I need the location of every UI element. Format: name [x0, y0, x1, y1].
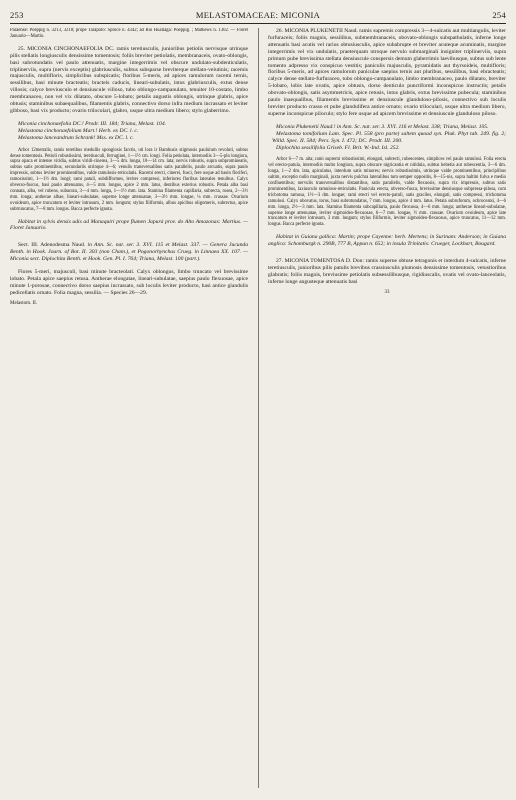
page-number-left: 253: [10, 10, 24, 20]
right-column: [268, 28, 506, 794]
section-references: in Ann. Sc. nat. ser. 3. XVI. 115 et Melast. 337. — Genera Jucunda Benth. in Hook. Journ. of Bot. II. 303 (non Cham.), et Pogonorhynchus Crueg. in Linnaea XX. 107. — Miconia sect. Diplochita Benth. et Hook. Gen. Pl. I. 764; Triana, Melast. 100 (part.).: [10, 242, 248, 263]
signature-mark: Melastom. II.: [10, 300, 38, 306]
species-27-description: ramis superne obtuse tetragonis et interdum 4-sulcatis, inferne teretiusculis, junioribus pilis patulis brevibus crassiusculis plumosis densissime tomentosis, vetustioribus glabratis; foliis magnis, breviusime petiolatis subsessilibusque, rigidiuscalis, ovatis vel ovato-lanceolatis, inferne longe angusteque attenuatis basi: [268, 258, 506, 285]
running-header: [10, 10, 506, 24]
species-25-habitat: Habitat in sylvis densis udis ad Manaquiri prope flumen Japurá prov. do Alto Amazonas: Martius. — Floret Januario.: [10, 218, 248, 232]
page-number-right: 254: [492, 10, 506, 20]
species-25-synonyms: [10, 121, 248, 142]
continuation-note: Paraense: Poeppig n. 3213, 3218; prope Tarapoto: Spruce n. 4342; ad Rio Huallaga: Poeppig. ; Mathews n. 1302. — Floret Januario—Martio.: [10, 28, 248, 39]
species-26-heading: 26. MICONIA PLUKENETII Naud.: [276, 28, 358, 34]
species-25-heading: 25. MICONIA CINCHONAEFOLIA DC.: [18, 45, 115, 52]
synonym-line: Miconia Plukenetii Naud.! in Ann. Sc. nat. ser. 3. XVI. 116 et Melast. 338; Triana, Melast. 105.: [276, 123, 489, 130]
species-26-description: ramis supremis compressis 3—4-sulcatis aut multiangulis, leviter furfuraceis; foliis magnis, sessilibus, submembranaceis, obovato-oblongis subspathulatis, inferne longe attenuatis basi acutis vel rarius obtusiusculis, apice subabrupte et breviter acuteque acuminatis, margine integerrimis vel vix undulatis, praeterquam utroque nervulo submarginali insigniter triplinerviis, supra primum pube brevissima stellata densiuscule conspersis demum glaberrimis laevibusque, subtus sub lente tomento adpresso vix conspicuo vestitis; paniculis majusculis, pyramidatis aut thyrsoideis, multifloris; floribus 5-meris, ad apices ramulorum paniculae saepius ternis aut pluribus, sessilibus, basi ebracteatis; calyce dense stellato-furfuraceo, tubo oblongo-campanulato, limbo membranaceo, paulo dilatato, breviter 5-lobato, lobis late ovatis, apice obtusis, dorso denticulo punctiformi inconspicuo instructis; petalis obovato-oblongis, satis asymmetricis, apice retusis, intus glabris, extus brevissime pubecula; staminibus paulo inaequalibus, filamentis brevissime et densiuscule glanduloso-pilosis, connectivo sub loculis breviter producto crasso et pube glandulifera antice ornato; ovario triloculari, usque ultra medium libero, superne inconspicue piloculo; stylo fere usque ad apicem brevissime et densiuscule glanduloso piloso.: [268, 28, 506, 117]
left-column: [10, 28, 248, 794]
synonym-line: Melastoma lanceandrum Schrank! Mss. ex DC. l. c.: [18, 134, 134, 141]
species-25-detail: Arbor 12metralis, ramis teretibus medullis spongiosis farctis, uti lora ir Bambusis stigmosis paululum revoluti, subtus dense tomentosis. Petioli robustissimi, teretiusculi, ferruginei, 1—1½ cm. longi. Folia petiolata, internodiis 3—5-plo longiora, supra opaca et intense viridia, subtus viridi-cinerea, 3—5 dm. longa, 10—14 cm. lata; nervis robustis, supra subpromineatis, subtus satis prominentibus, secundariis utrinque 4—6; venulis transversalibus satis parallelis, paulo arcuatis, supra paulo impressis, subtus leviter prominentibus, valde ramulosis-reticulatis. Racemi erecti, cinerei, fusci, fere usque ad basin floriferi, ramosissimi, 1—1½ dm. longi; rami patuli, subdifformes, leviter compressi, inferiores floribus laterales tenuibus. Calyx obverso-fuscus, basi paulo attenuatus, 4—5 mm. longus, apice 2 mm. latus, dentibus exterius robustis. Petala alba basi connata, alba, vel rubens, subacuta, 3—4 mm. longa, 1—1½ mm. lata. Stamina filamenta capillaria, subrecta, rosea, 2—3½ mm. longa; antherae albae, lineari-subulatae, superne longe attenuatae, 3—3½ mm. longae, ¼ mm. crassae. Ovarium ovoideum, apice truncatum et leviter intrusum, 2 mm. longum; stylus filiformis, albus apicibus oligomeris, subrectus, apice subtruncatus, 7—8 mm. longus. Bacca perfecte ignota.: [10, 147, 248, 212]
species-25-entry: [10, 46, 248, 115]
column-divider: [258, 28, 259, 788]
synonym-line: Miconia cinchonaefolia DC.! Prodr. III. 184; Triana, Melast. 104.: [18, 120, 167, 127]
species-26-habitat: Habitat in Guiana gallica: Martin; prope Cayenne: herb. Mertens; in Surinam: Anderson; in Guiana anglica: Schomburgk n. 290B, 777 B, Appun n. 652; in insula Trinitatis: Crueger, Lockhart, Bougard.: [268, 234, 506, 248]
species-26-entry: [268, 28, 506, 118]
species-27-entry: [268, 258, 506, 286]
section-entry: [10, 242, 248, 263]
signature-number: 33: [384, 289, 390, 295]
synonym-line: Melastoma tomifolium Lam. Spec. Pl. 558 (pro parte) saltem quoad syn. Pluk. Phyt tab. 249. fig. 2; Willd. Spec. II. 584; Pers. Syn. I. 472; DC. Prodr. III. 200.: [272, 130, 506, 144]
page-footer: [10, 301, 248, 308]
header-rule: [10, 23, 506, 24]
running-title: MELASTOMACEAE: MICONIA: [195, 10, 321, 20]
page-footer-right: [268, 290, 506, 297]
species-27-heading: 27. MICONIA TOMENTOSA D. Don:: [276, 258, 365, 265]
species-25-description: ramis teretiusculis, junioribus petiolis nervisque utrinque pilis stellatis longiusculis densissime tomentosis; foliis breviter petiolatis, membranaceis, ovato-oblongis, basi subrotundatis vel paulo attenuatis, margine integerrimis vel obscure undulato-subdenticulatis, triplinerviis, supra (nervis exceptis) glabriusculis, subtus subsparse breviterque stellato-velutinis; racemis majusculis, multifloris, simplicibus subspicatis; floribus 5-meris, ad apices ramulorum racemi ternis, sessilibus, basi minute bracteatis; bracteis caducis, lineari-subulatis, intus glabriusculis, extus dense villosis; calyce breviusculo et densiuscule villoso, tubo oblongo-campanulato, tenuiter 10-costato, limbo membranaceo, non vel vix dilatato, obscure 5-lobato; petalis angustis oblongis, utrinque glabris, apice obtusis; staminibus subaequalibus, filamentis glabris, connectivo dorso infra medium incrassato et leviter gibboso, basi vix producto; ovario triloculari, glabro, usque ultra medium libero; stylo glaberrimo.: [10, 45, 248, 114]
synonym-line: Melastoma cinchonaefolium Mart.! Herb. ex DC. l. c.: [18, 127, 139, 134]
species-26-detail: Arbor 6—7 m. alta; rami supremi robustissimi, elongati, subrecti, rubescentes, simplices vel paulo ramulosi. Folia erecta vel erecto-patula, internodiis multo longiora, supra obscure nigricantia et nitidula, subtus hebetia aut rubescentia, 3—6 dm. longa, 1—2 dm. lata, apiculatus, interdum satis minores; nervis robustissimis, utrinque valde prominentibus, principiibus saltim, exceptio nullo marginali, juxta nervis pulchra lateralibus tum semper oppositis, 8—15-nis, supra haltim fulva e medio confluentibus; nervulis transversalibus distantibus, satis parallelis, valde flexuosis, supra vix impressis, subtus satis prominentibus, laxiusculo ramuloso-reticulatis. Panicula erecta, obverso-fusca, brevissime densiusque subpressa-pilosa, cum trichotoma ramosa, 1½—3 dm. longae; rami erecti vel erecto-patuli, satis graciles, elongati, satis compressi, trichotoma ramulosi. Calyx obovatus, torus, basi subrotundatus, 7 mm. longus, apice 4 mm. latus. Petala subruforum, ochroceatsi, 4—6 mm. longa, 2½—3 mm. lata. Stamina filamenta subcapillaria, paulo flexuosa, 4—6 mm. longa; antherae lineari-subulatae, superne longe attenuatae, leviter sigmoideo-flexuosae, 6—7 mm. longae, ½ mm. crassae. Ovarium ovoideum, apice late truncatum et leviter intrusum, 3 mm. longum; stylus filiformis, leviter sigmoideo-flexuosus, apice truncatus, 11—12 mm. longus. Bacca perfecte ignota.: [268, 157, 506, 228]
section-body: Flores 5-meri, majusculi, basi minute bracteolati. Calyx oblongus, limbo truncato vel brevissime lobato. Petala apice saepius retusa. Antherae elongatae, lineari-subulatae, saepius paulo flexuosae, apice minute 1-porosae, connectivo dorso saepius incrassato, sub loculis leviter producto, basi antice glandulis pedicellatis ornato. Folia magna, sessilia. — Species 26—29.: [10, 269, 248, 296]
synonym-line: Diplochita sessilifolia Griseb. Fl. Brit. W.-Ind. Isl. 252.: [276, 144, 400, 151]
section-heading: Sect. III. Adenodesma Naud.: [18, 242, 86, 249]
species-26-synonyms: [268, 124, 506, 152]
